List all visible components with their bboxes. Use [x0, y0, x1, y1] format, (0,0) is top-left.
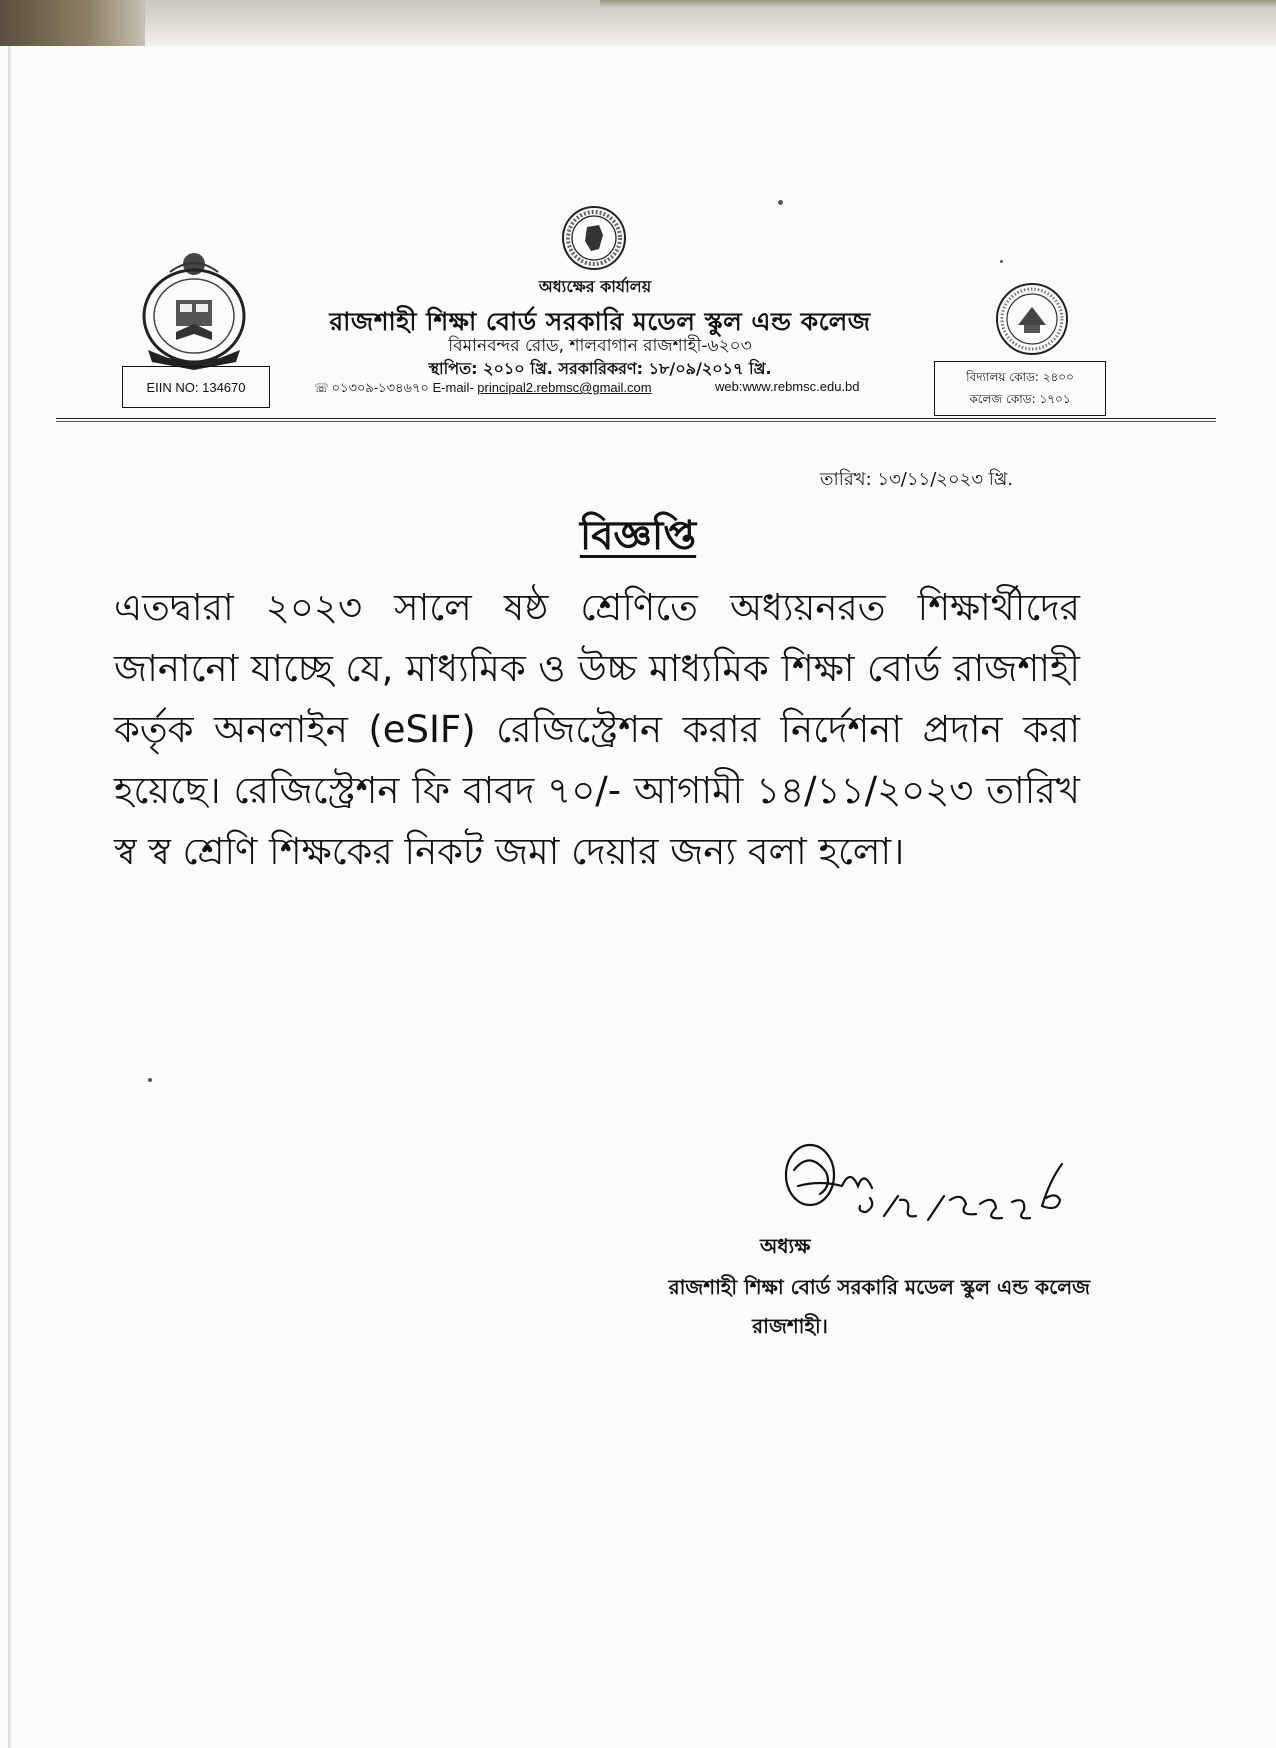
school-name: রাজশাহী শিক্ষা বোর্ড সরকারি মডেল স্কুল এন্ড কলেজ [329, 307, 871, 336]
signatory-city: রাজশাহী। [752, 1314, 828, 1338]
eiin-number: EIIN NO: 134670 [146, 379, 246, 395]
notice-body: এতদ্বারা ২০২৩ সালে ষষ্ঠ শ্রেণিতে অধ্যয়নরত শিক্ষার্থীদের জানানো যাচ্ছে যে, মাধ্যমিক ও উচ্চ মাধ্যমিক শিক্ষা বোর্ড রাজশাহী কর্তৃক অনলাইন (eSIF) রেজিস্ট্রেশন করার নির্দেশনা প্রদান করা হয়েছে। রেজিস্ট্রেশন ফি বাবদ ৭০/- আগামী ১৪/১১/২০২৩ তারিখ স্ব স্ব শ্রেণি শিক্ষকের নিকট জমা দেয়ার জন্য বলা হলো। [114, 586, 1080, 873]
notice-title-text: বিজ্ঞপ্তি [579, 513, 697, 559]
eiin-box [122, 366, 270, 408]
scan-speck [778, 200, 783, 205]
signatory-title: অধ্যক্ষ [760, 1234, 811, 1258]
college-logo-icon [994, 281, 1070, 357]
contact-line [314, 379, 914, 400]
signatory-organization: রাজশাহী শিক্ষা বোর্ড সরকারি মডেল স্কুল এন্ড কলেজ [668, 1275, 1090, 1299]
school-address: বিমানবন্দর রোড, শালবাগান রাজশাহী-৬২০৩ [448, 336, 752, 356]
college-code: কলেজ কোড: ১৭০১ [969, 392, 1071, 406]
handwritten-signature-icon [780, 1120, 1110, 1240]
school-code: বিদ্যালয় কোড: ২৪০০ [966, 370, 1074, 384]
email-link[interactable]: principal2.rebmsc@gmail.com [477, 380, 652, 395]
website-link[interactable]: web:www.rebmsc.edu.bd [715, 379, 860, 394]
email-label: E-mail- [432, 380, 474, 395]
school-logo-icon [140, 250, 248, 372]
scan-speck [148, 1078, 152, 1082]
established-info: স্থাপিত: ২০১০ খ্রি. সরকারিকরণ: ১৮/০৯/২০১৭ খ্রি. [428, 359, 772, 378]
header-divider-thin [56, 421, 1216, 422]
letterhead [0, 0, 1276, 430]
institution-code-box [934, 361, 1106, 416]
phone-icon: ☏ [314, 381, 330, 395]
notice-date: তারিখ: ১৩/১১/২০২৩ খ্রি. [820, 469, 1014, 490]
office-label: অধ্যক্ষের কার্যালয় [538, 277, 652, 296]
notice-title [388, 504, 888, 571]
government-seal-icon [561, 205, 627, 271]
phone-number: ০১৩০৯-১৩৪৬৭০ [331, 380, 429, 395]
scan-speck [1000, 260, 1003, 263]
header-divider [56, 418, 1216, 419]
